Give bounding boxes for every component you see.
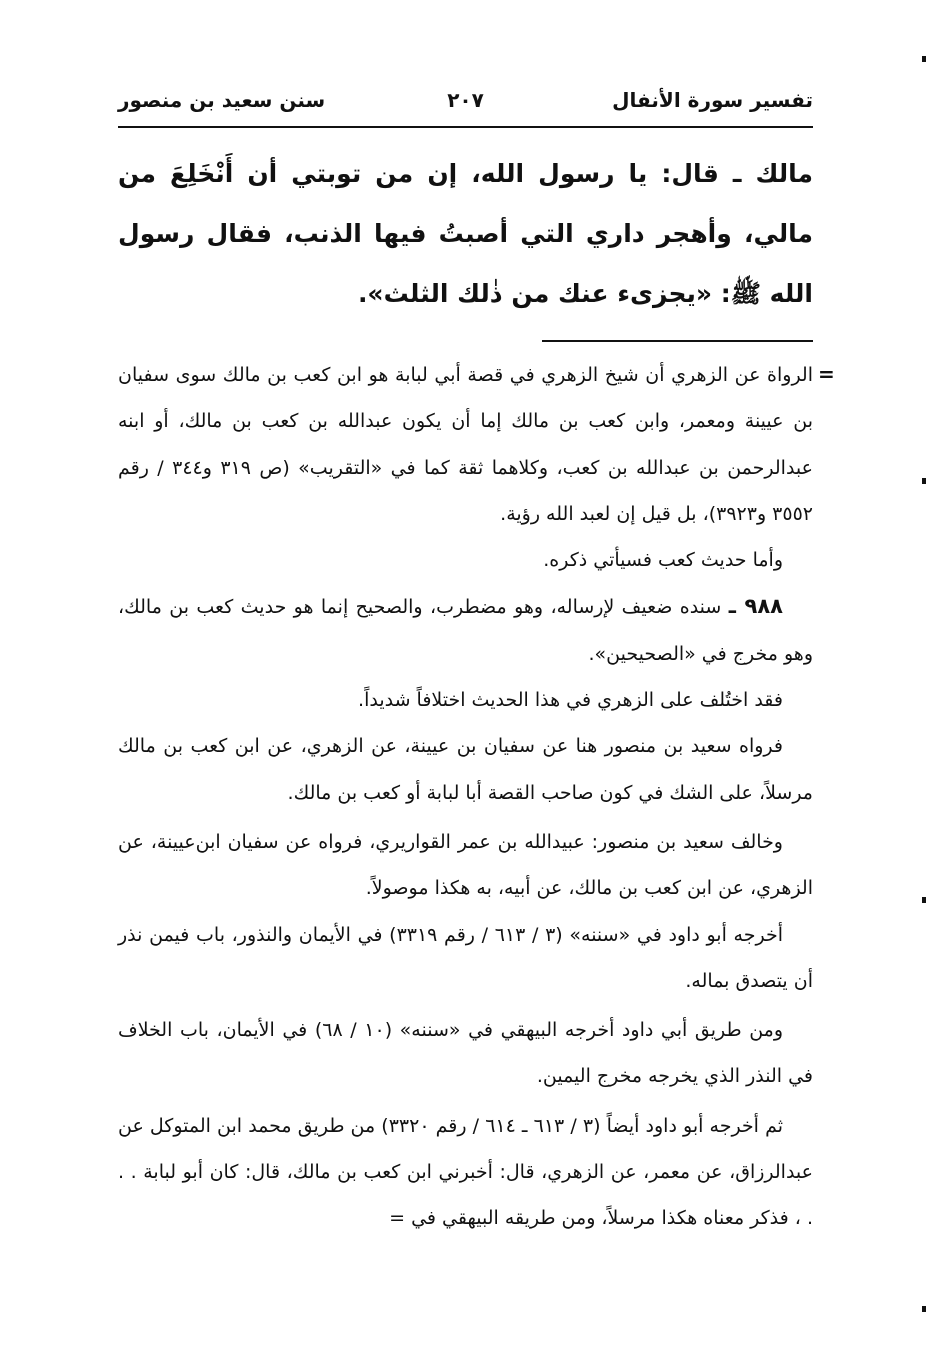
book-title: سنن سعيد بن منصور [118, 88, 326, 112]
page-number: ٢٠٧ [447, 88, 484, 112]
footnote-paragraph: وأما حديث كعب فسيأتي ذكره. [543, 549, 783, 572]
chapter-title: تفسير سورة الأنفال [612, 88, 813, 112]
hadith-text: مالك ـ قال: يا رسول الله، إن من توبتي أن أَنْخَلِعَ من مالي، وأهجر داري التي أصبتُ فيها الذنب، فقال رسول الله ﷺ: «يجزىء عنك من ذٰلك الثلث». [118, 159, 813, 308]
footnote-separator [542, 340, 813, 342]
footnote-paragraph-last [118, 1103, 813, 1242]
scan-speck [922, 56, 926, 62]
footnotes [118, 352, 813, 1242]
scan-speck [922, 1306, 926, 1312]
footnote-continued-marker: = [389, 1207, 406, 1230]
footnote-text: ثم أخرجه أبو داود أيضاً (٣ / ٦١٣ ـ ٦١٤ / رقم ٣٣٢٠) من طريق محمد ابن المتوكل عن عبدالرزاق، عن معمر، عن الزهري، قال: أخبرني ابن كعب بن مالك، قال: كان أبو لبابة . . . ، فذكر معناه هكذا مرسلاً، ومن طريقه البيهقي في [118, 1114, 813, 1230]
footnote-text: سنده ضعيف لإرساله، وهو مضطرب، والصحيح إنما هو حديث كعب بن مالك، وهو مخرج في «الصحيحين». [118, 596, 813, 665]
page-header [118, 86, 813, 128]
footnote-paragraph: ومن طريق أبي داود أخرجه البيهقي في «سننه» (١٠ / ٦٨) في الأيمان، باب الخلاف في النذر الذي يخرجه مخرج اليمين. [118, 1019, 813, 1088]
footnote-paragraph: فرواه سعيد بن منصور هنا عن سفيان بن عيينة، عن الزهري، عن ابن كعب بن مالك مرسلاً، على الشك في كون صاحب القصة أبا لبابة أو كعب بن مالك. [118, 735, 813, 804]
footnote-paragraph: وخالف سعيد بن منصور: عبيدالله بن عمر القواريري، فرواه عن سفيان ابن‌عيينة، عن الزهري، عن ابن كعب بن مالك، عن أبيه، به هكذا موصولاً. [118, 830, 813, 900]
footnote-entry-988 [118, 583, 813, 677]
main-text [118, 144, 813, 324]
footnote-number: ٩٨٨ ـ [728, 594, 783, 619]
footnote-paragraph: فقد اختُلف على الزهري في هذا الحديث اختلافاً شديداً. [358, 689, 783, 712]
scan-speck [922, 897, 926, 903]
footnote-continuation-marker: = [818, 362, 835, 386]
footnote-paragraph: أخرجه أبو داود في «سننه» (٣ / ٦١٣ / رقم ٣٣١٩) في الأيمان والنذور، باب فيمن نذر أن يتصدق بماله. [118, 923, 813, 992]
footnote-paragraph: الرواة عن الزهري أن شيخ الزهري في قصة أبي لبابة هو ابن كعب بن مالك سوى سفيان بن عيينة ومعمر، وابن كعب بن مالك إما أن يكون عبدالله بن كعب بن مالك، أو ابنه عبدالرحمن بن عبدالله بن كعب، وكلاهما ثقة كما في «التقريب» (ص ٣١٩ و٣٤٤ / رقم ٣٥٥٢ و٣٩٢٣)، بل قيل إن لعبد الله رؤية. [118, 364, 813, 525]
scan-speck [922, 478, 926, 484]
